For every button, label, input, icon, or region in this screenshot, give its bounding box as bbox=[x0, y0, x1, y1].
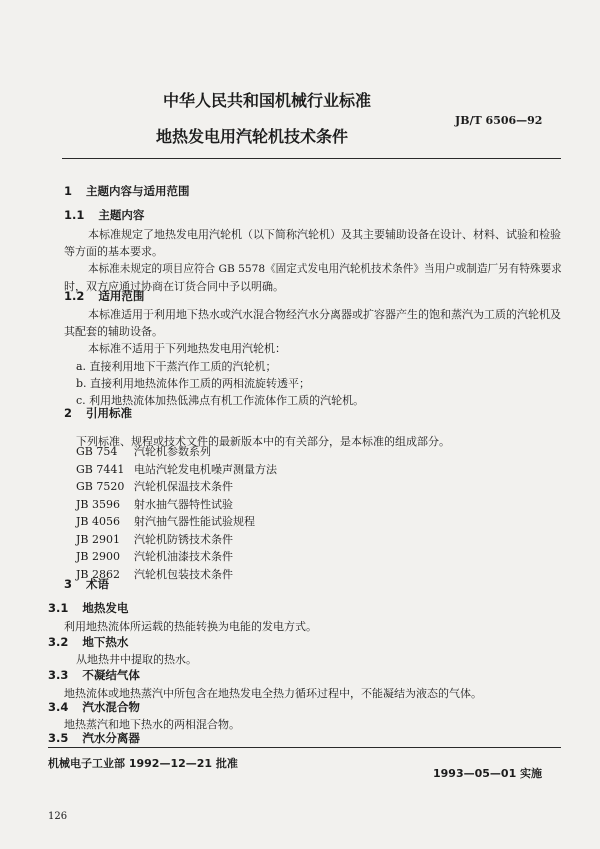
term-title: 地热发电 bbox=[82, 601, 129, 615]
section-3-heading bbox=[64, 576, 109, 592]
reference-code: JB 4056 bbox=[76, 515, 120, 528]
term-definition: 利用地热流体所运载的热能转换为电能的发电方式。 bbox=[64, 620, 317, 633]
reference-code: JB 2900 bbox=[76, 550, 120, 563]
paragraph-line: 等方面的基本要求。 bbox=[64, 245, 163, 258]
term-definition: 地热蒸汽和地下热水的两相混合物。 bbox=[64, 718, 240, 731]
term-title: 汽水分离器 bbox=[82, 731, 140, 745]
reference-name: 汽轮机保温技术条件 bbox=[134, 480, 233, 493]
term-number: 3.4 bbox=[48, 700, 69, 714]
section-title: 主题内容与适用范围 bbox=[86, 184, 190, 198]
reference-item bbox=[76, 478, 277, 496]
section-number: 2 bbox=[64, 406, 73, 420]
term-heading bbox=[48, 730, 140, 746]
section-title: 引用标准 bbox=[86, 406, 133, 420]
list-item: b. 直接利用地热流体作工质的两相流旋转透平； bbox=[76, 377, 311, 390]
implementation-date: 1993—05—01 实施 bbox=[433, 767, 543, 780]
term-heading bbox=[48, 667, 140, 683]
paragraph-line: 其配套的辅助设备。 bbox=[64, 325, 163, 338]
reference-item bbox=[76, 548, 277, 566]
reference-code: JB 2901 bbox=[76, 532, 120, 546]
paragraph-line: 本标准未规定的项目应符合 GB 5578《固定式发电用汽轮机技术条件》当用户或制造厂另有特殊要求 bbox=[88, 263, 562, 275]
reference-name: 射汽抽气器性能试验规程 bbox=[134, 515, 255, 528]
reference-name: 射水抽气器特性试验 bbox=[134, 497, 233, 511]
paragraph-line: 本标准不适用于下列地热发电用汽轮机： bbox=[88, 342, 286, 355]
section-1-2-heading bbox=[64, 288, 144, 304]
paragraph-line: 下列标准、规程或技术文件的最新版本中的有关部分，是本标准的组成部分。 bbox=[76, 435, 450, 448]
term-heading bbox=[48, 634, 128, 650]
footer-rule bbox=[48, 747, 561, 748]
reference-item bbox=[76, 461, 277, 479]
section-number: 3 bbox=[64, 577, 73, 591]
term-number: 3.5 bbox=[48, 731, 69, 745]
reference-code: JB 3596 bbox=[76, 497, 120, 511]
reference-item bbox=[76, 513, 277, 531]
reference-code: GB 7520 bbox=[76, 480, 125, 493]
paragraph-line: 本标准适用于利用地下热水或汽水混合物经汽水分离器或扩容器产生的饱和蒸汽为工质的汽轮机及 bbox=[88, 308, 561, 321]
reference-name: 电站汽轮发电机噪声测量方法 bbox=[134, 462, 277, 476]
reference-item bbox=[76, 531, 277, 549]
subsection-title: 适用范围 bbox=[98, 289, 145, 303]
subsection-title: 主题内容 bbox=[98, 208, 145, 222]
reference-name: 汽轮机油漆技术条件 bbox=[134, 550, 233, 563]
document-title: 地热发电用汽轮机技术条件 bbox=[156, 127, 349, 146]
subsection-number: 1.1 bbox=[64, 208, 85, 222]
reference-list bbox=[76, 443, 277, 583]
list-item: a. 直接利用地下干蒸汽作工质的汽轮机； bbox=[76, 360, 277, 373]
term-title: 地下热水 bbox=[82, 635, 129, 649]
reference-item bbox=[76, 496, 277, 514]
reference-code: GB 7441 bbox=[76, 462, 125, 476]
issuing-organization: 中华人民共和国机械行业标准 bbox=[163, 91, 372, 110]
list-item: c. 利用地热流体加热低沸点有机工作流体作工质的汽轮机。 bbox=[76, 394, 365, 407]
approval-date: 机械电子工业部 1992—12—21 批准 bbox=[48, 757, 238, 770]
reference-name: 汽轮机防锈技术条件 bbox=[134, 532, 233, 546]
header-rule bbox=[62, 158, 561, 159]
term-title: 不凝结气体 bbox=[82, 668, 140, 682]
term-heading bbox=[48, 699, 140, 715]
term-heading bbox=[48, 600, 128, 616]
reference-name: 汽轮机包装技术条件 bbox=[134, 567, 233, 581]
term-title: 汽水混合物 bbox=[82, 700, 140, 714]
term-number: 3.1 bbox=[48, 601, 69, 615]
term-number: 3.2 bbox=[48, 635, 69, 649]
reference-code: GB 754 bbox=[76, 445, 118, 458]
reference-item bbox=[76, 443, 277, 461]
section-1-heading bbox=[64, 183, 190, 199]
standard-code: JB/T 6506—92 bbox=[455, 114, 543, 127]
section-2-heading bbox=[64, 405, 132, 421]
subsection-number: 1.2 bbox=[64, 289, 85, 303]
reference-code: JB 2862 bbox=[76, 567, 120, 581]
term-definition: 地热流体或地热蒸汽中所包含在地热发电全热力循环过程中，不能凝结为液态的气体。 bbox=[64, 687, 482, 700]
term-number: 3.3 bbox=[48, 668, 69, 682]
section-1-1-heading bbox=[64, 207, 144, 223]
reference-name: 汽轮机参数系列 bbox=[134, 445, 211, 458]
paragraph-line: 时，双方应通过协商在订货合同中予以明确。 bbox=[64, 280, 284, 293]
term-definition: 从地热井中提取的热水。 bbox=[76, 653, 197, 666]
section-title: 术语 bbox=[86, 577, 110, 591]
paragraph-line: 本标准规定了地热发电用汽轮机（以下简称汽轮机）及其主要辅助设备在设计、材料、试验和检验 bbox=[88, 228, 561, 241]
section-number: 1 bbox=[64, 184, 73, 198]
page-number: 126 bbox=[48, 811, 68, 822]
